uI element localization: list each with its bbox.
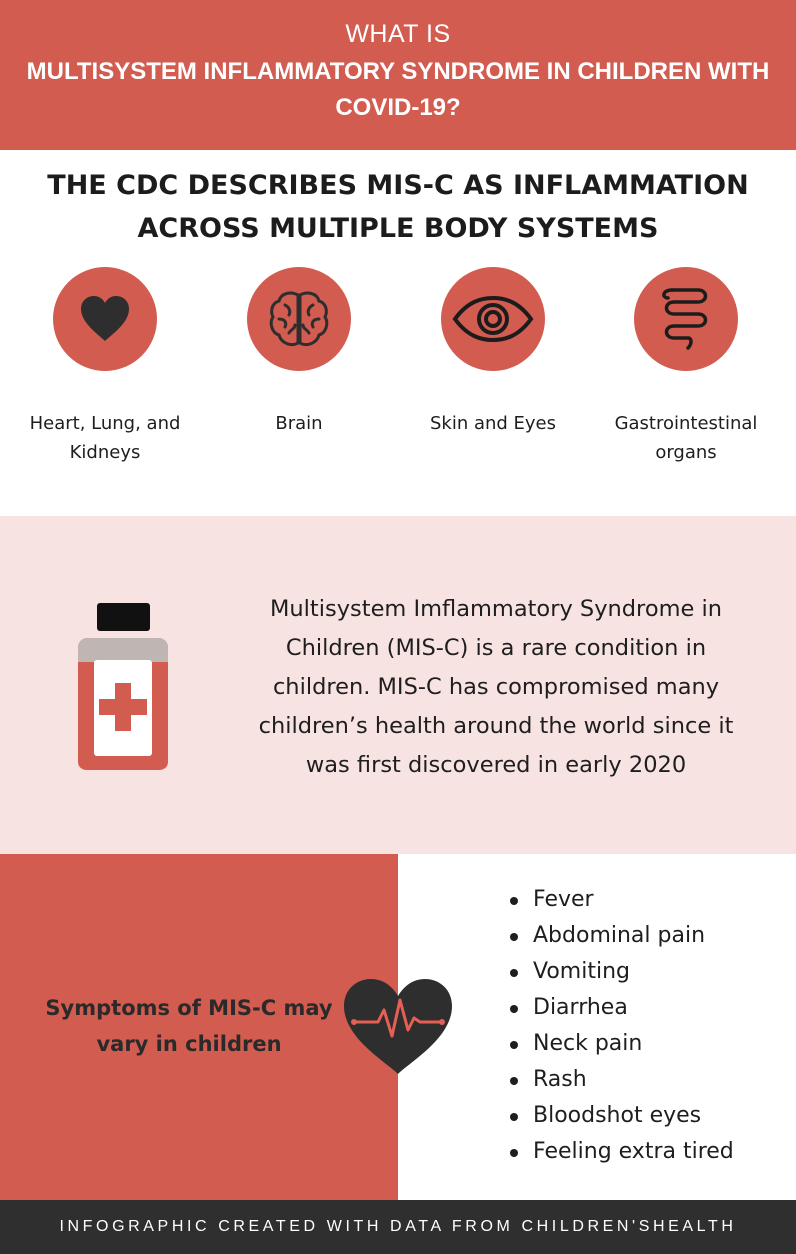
organ-gastrointestinal xyxy=(596,267,776,467)
organ-label: Brain xyxy=(275,413,323,434)
list-item: Neck pain xyxy=(508,1026,734,1062)
symptoms-list xyxy=(508,882,734,1170)
header-banner xyxy=(0,0,796,150)
footer xyxy=(0,1200,796,1254)
list-item: Fever xyxy=(508,882,734,918)
organ-label: Gastrointestinal organs xyxy=(614,413,758,463)
organ-label: Heart, Lung, and Kidneys xyxy=(29,413,181,463)
footer-credit: INFOGRAPHIC CREATED WITH DATA FROM CHILDREN'SHEALTH xyxy=(59,1218,737,1235)
medicine-bottle-icon xyxy=(74,600,172,776)
list-item: Vomiting xyxy=(508,954,734,990)
body-systems-section xyxy=(0,150,796,516)
page-title: MULTISYSTEM INFLAMMATORY SYNDROME IN CHILDREN WITH COVID-19? xyxy=(26,58,770,121)
heart-ecg-icon xyxy=(340,976,456,1080)
brain-icon xyxy=(247,267,351,371)
description-section xyxy=(0,516,796,854)
list-item: Rash xyxy=(508,1062,734,1098)
symptoms-title: Symptoms of MIS-C may vary in children xyxy=(45,996,333,1056)
organ-heart-lung-kidneys xyxy=(15,267,195,467)
intestine-icon xyxy=(634,267,738,371)
organ-skin-eyes xyxy=(403,267,583,438)
systems-heading: THE CDC DESCRIBES MIS-C AS INFLAMMATION ACROSS MULTIPLE BODY SYSTEMS xyxy=(47,170,749,244)
eye-icon xyxy=(441,267,545,371)
symptoms-title-panel xyxy=(0,854,398,1200)
organ-label: Skin and Eyes xyxy=(429,413,557,434)
header-kicker: WHAT IS xyxy=(345,20,451,48)
organ-brain xyxy=(209,267,389,438)
mis-c-description: Multisystem Imflammatory Syndrome in Children (MIS-C) is a rare condition in children. MIS-C has compromised many children’s health around the world since it was first discovered in early 2020 xyxy=(258,596,734,778)
list-item: Abdominal pain xyxy=(508,918,734,954)
list-item: Feeling extra tired xyxy=(508,1134,734,1170)
list-item: Diarrhea xyxy=(508,990,734,1026)
list-item: Bloodshot eyes xyxy=(508,1098,734,1134)
heart-icon xyxy=(53,267,157,371)
